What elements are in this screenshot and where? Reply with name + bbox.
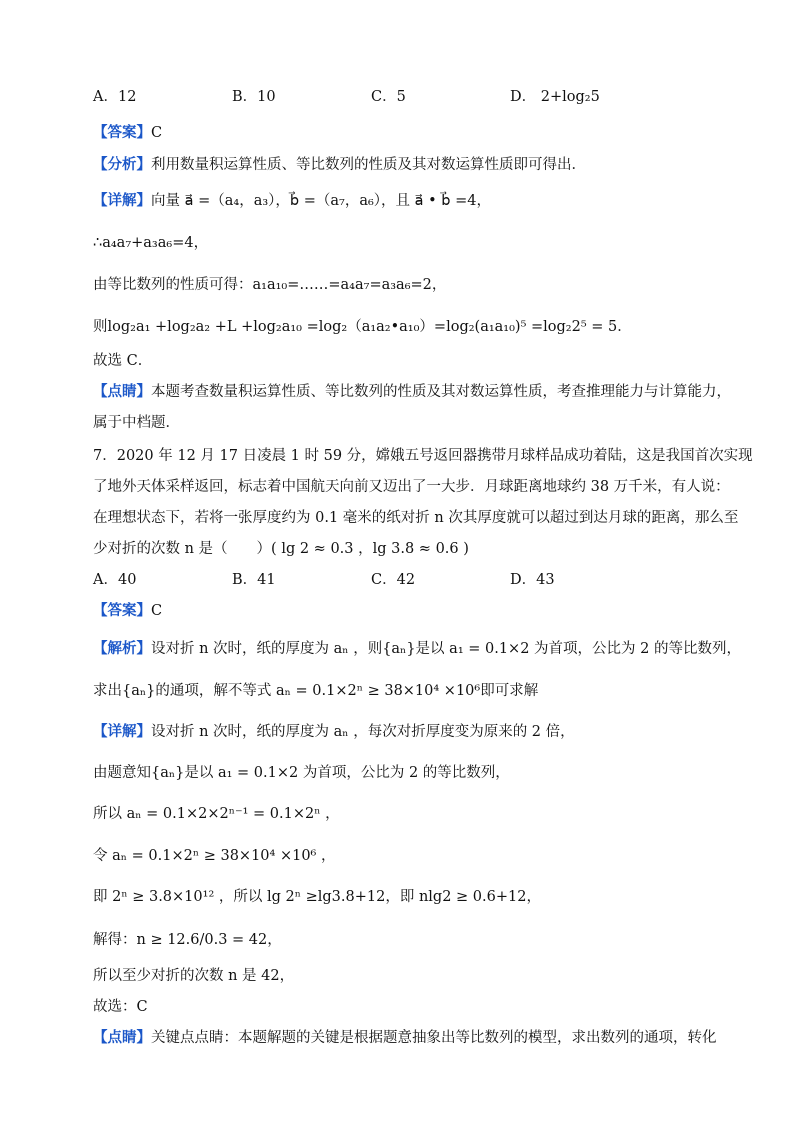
q7-step-2: 所以 aₙ = 0.1×2×2ⁿ⁻¹ = 0.1×2ⁿ ，: [93, 806, 340, 822]
q6-step2: 由等比数列的性质可得：a₁a₁₀=……=a₄a₇=a₃a₆=2，: [93, 277, 447, 293]
detail-tag: 【详解】: [93, 193, 151, 209]
detail-tag: 【详解】: [93, 724, 151, 740]
jiexi-tag: 【解析】: [93, 641, 151, 657]
q7-comment: [93, 1028, 717, 1048]
detail-text: 设对折 n 次时，纸的厚度为 aₙ ，每次对折厚度变为原来的 2 倍，: [151, 724, 575, 740]
q7-step-4: 即 2ⁿ ≥ 3.8×10¹² ，所以 lg 2ⁿ ≥lg3.8+12，即 nlg2 ≥ 0.6+12，: [93, 889, 541, 905]
q7-jiexi-cont: 求出{aₙ}的通项，解不等式 aₙ = 0.1×2ⁿ ≥ 38×10⁴ ×10⁶即可求解: [93, 683, 539, 699]
comment-tag: 【点睛】: [93, 384, 151, 400]
option-d: D． 2+log₂5: [510, 89, 600, 105]
comment-text: 关键点点睛：本题解题的关键是根据题意抽象出等比数列的模型，求出数列的通项，转化: [151, 1030, 717, 1046]
jiexi-text: 设对折 n 次时，纸的厚度为 aₙ ，则{aₙ}是以 a₁ = 0.1×2 为首项，公比为 2 的等比数列，: [151, 641, 741, 657]
q7-step-1: 由题意知{aₙ}是以 a₁ = 0.1×2 为首项，公比为 2 的等比数列，: [93, 765, 510, 781]
q7-stem-line-3: 在理想状态下，若将一张厚度约为 0.1 毫米的纸对折 n 次其厚度就可以超过到达月球的距离，那么至: [93, 510, 739, 526]
comment-tag: 【点睛】: [93, 1030, 151, 1046]
q7-jiexi: [93, 639, 741, 659]
q6-comment: [93, 382, 731, 402]
q7-step-7: 故选：C: [93, 999, 148, 1015]
q6-step3: 则log₂a₁ +log₂a₂ +L +log₂a₁₀ =log₂（a₁a₂•a₁₀）=log₂(a₁a₁₀)⁵ =log₂2⁵ = 5．: [93, 319, 632, 335]
comment-text: 本题考查数量积运算性质、等比数列的性质及其对数运算性质，考查推理能力与计算能力，: [151, 384, 731, 400]
q7-stem-line-2: 了地外天体采样返回，标志着中国航天向前又迈出了一大步．月球距离地球约 38 万千米，有人说：: [93, 479, 730, 495]
q7-option-a: A．40: [93, 572, 137, 588]
q7-option-b: B．41: [232, 572, 276, 588]
q7-step-3: 令 aₙ = 0.1×2ⁿ ≥ 38×10⁴ ×10⁶ ，: [93, 848, 336, 864]
answer-text: C: [151, 603, 163, 619]
q6-detail: [93, 191, 710, 211]
answer-tag: 【答案】: [93, 125, 151, 141]
q7-step-6: 所以至少对折的次数 n 是 42，: [93, 968, 295, 984]
q7-answer: [93, 601, 710, 621]
q7-stem-line-1: 7．2020 年 12 月 17 日凌晨 1 时 59 分，嫦娥五号返回器携带月球样品成功着陆，这是我国首次实现: [93, 448, 753, 464]
detail-text: 向量 a⃗ =（a₄，a₃），b⃗ =（a₇，a₆），且 a⃗ • b⃗ =4，: [151, 193, 491, 209]
option-a: A．12: [93, 89, 137, 105]
q6-analysis: [93, 155, 710, 175]
option-b: B．10: [232, 89, 276, 105]
q7-detail: [93, 722, 710, 742]
q7-option-c: C．42: [371, 572, 416, 588]
q7-option-d: D．43: [510, 572, 555, 588]
analysis-text: 利用数量积运算性质、等比数列的性质及其对数运算性质即可得出．: [151, 157, 586, 173]
option-c: C．5: [371, 89, 406, 105]
q6-comment-cont: 属于中档题．: [93, 415, 180, 431]
q6-step1: ∴a₄a₇+a₃a₆=4，: [93, 235, 209, 251]
q6-conclusion: 故选 C．: [93, 353, 153, 369]
q7-stem-line-4: 少对折的次数 n 是（ ）( lg 2 ≈ 0.3 ，lg 3.8 ≈ 0.6 ): [93, 541, 469, 557]
q7-step-5: 解得：n ≥ 12.6/0.3 = 42，: [93, 932, 282, 948]
q6-answer: [93, 123, 710, 143]
answer-tag: 【答案】: [93, 603, 151, 619]
analysis-tag: 【分析】: [93, 157, 151, 173]
answer-text: C: [151, 125, 163, 141]
